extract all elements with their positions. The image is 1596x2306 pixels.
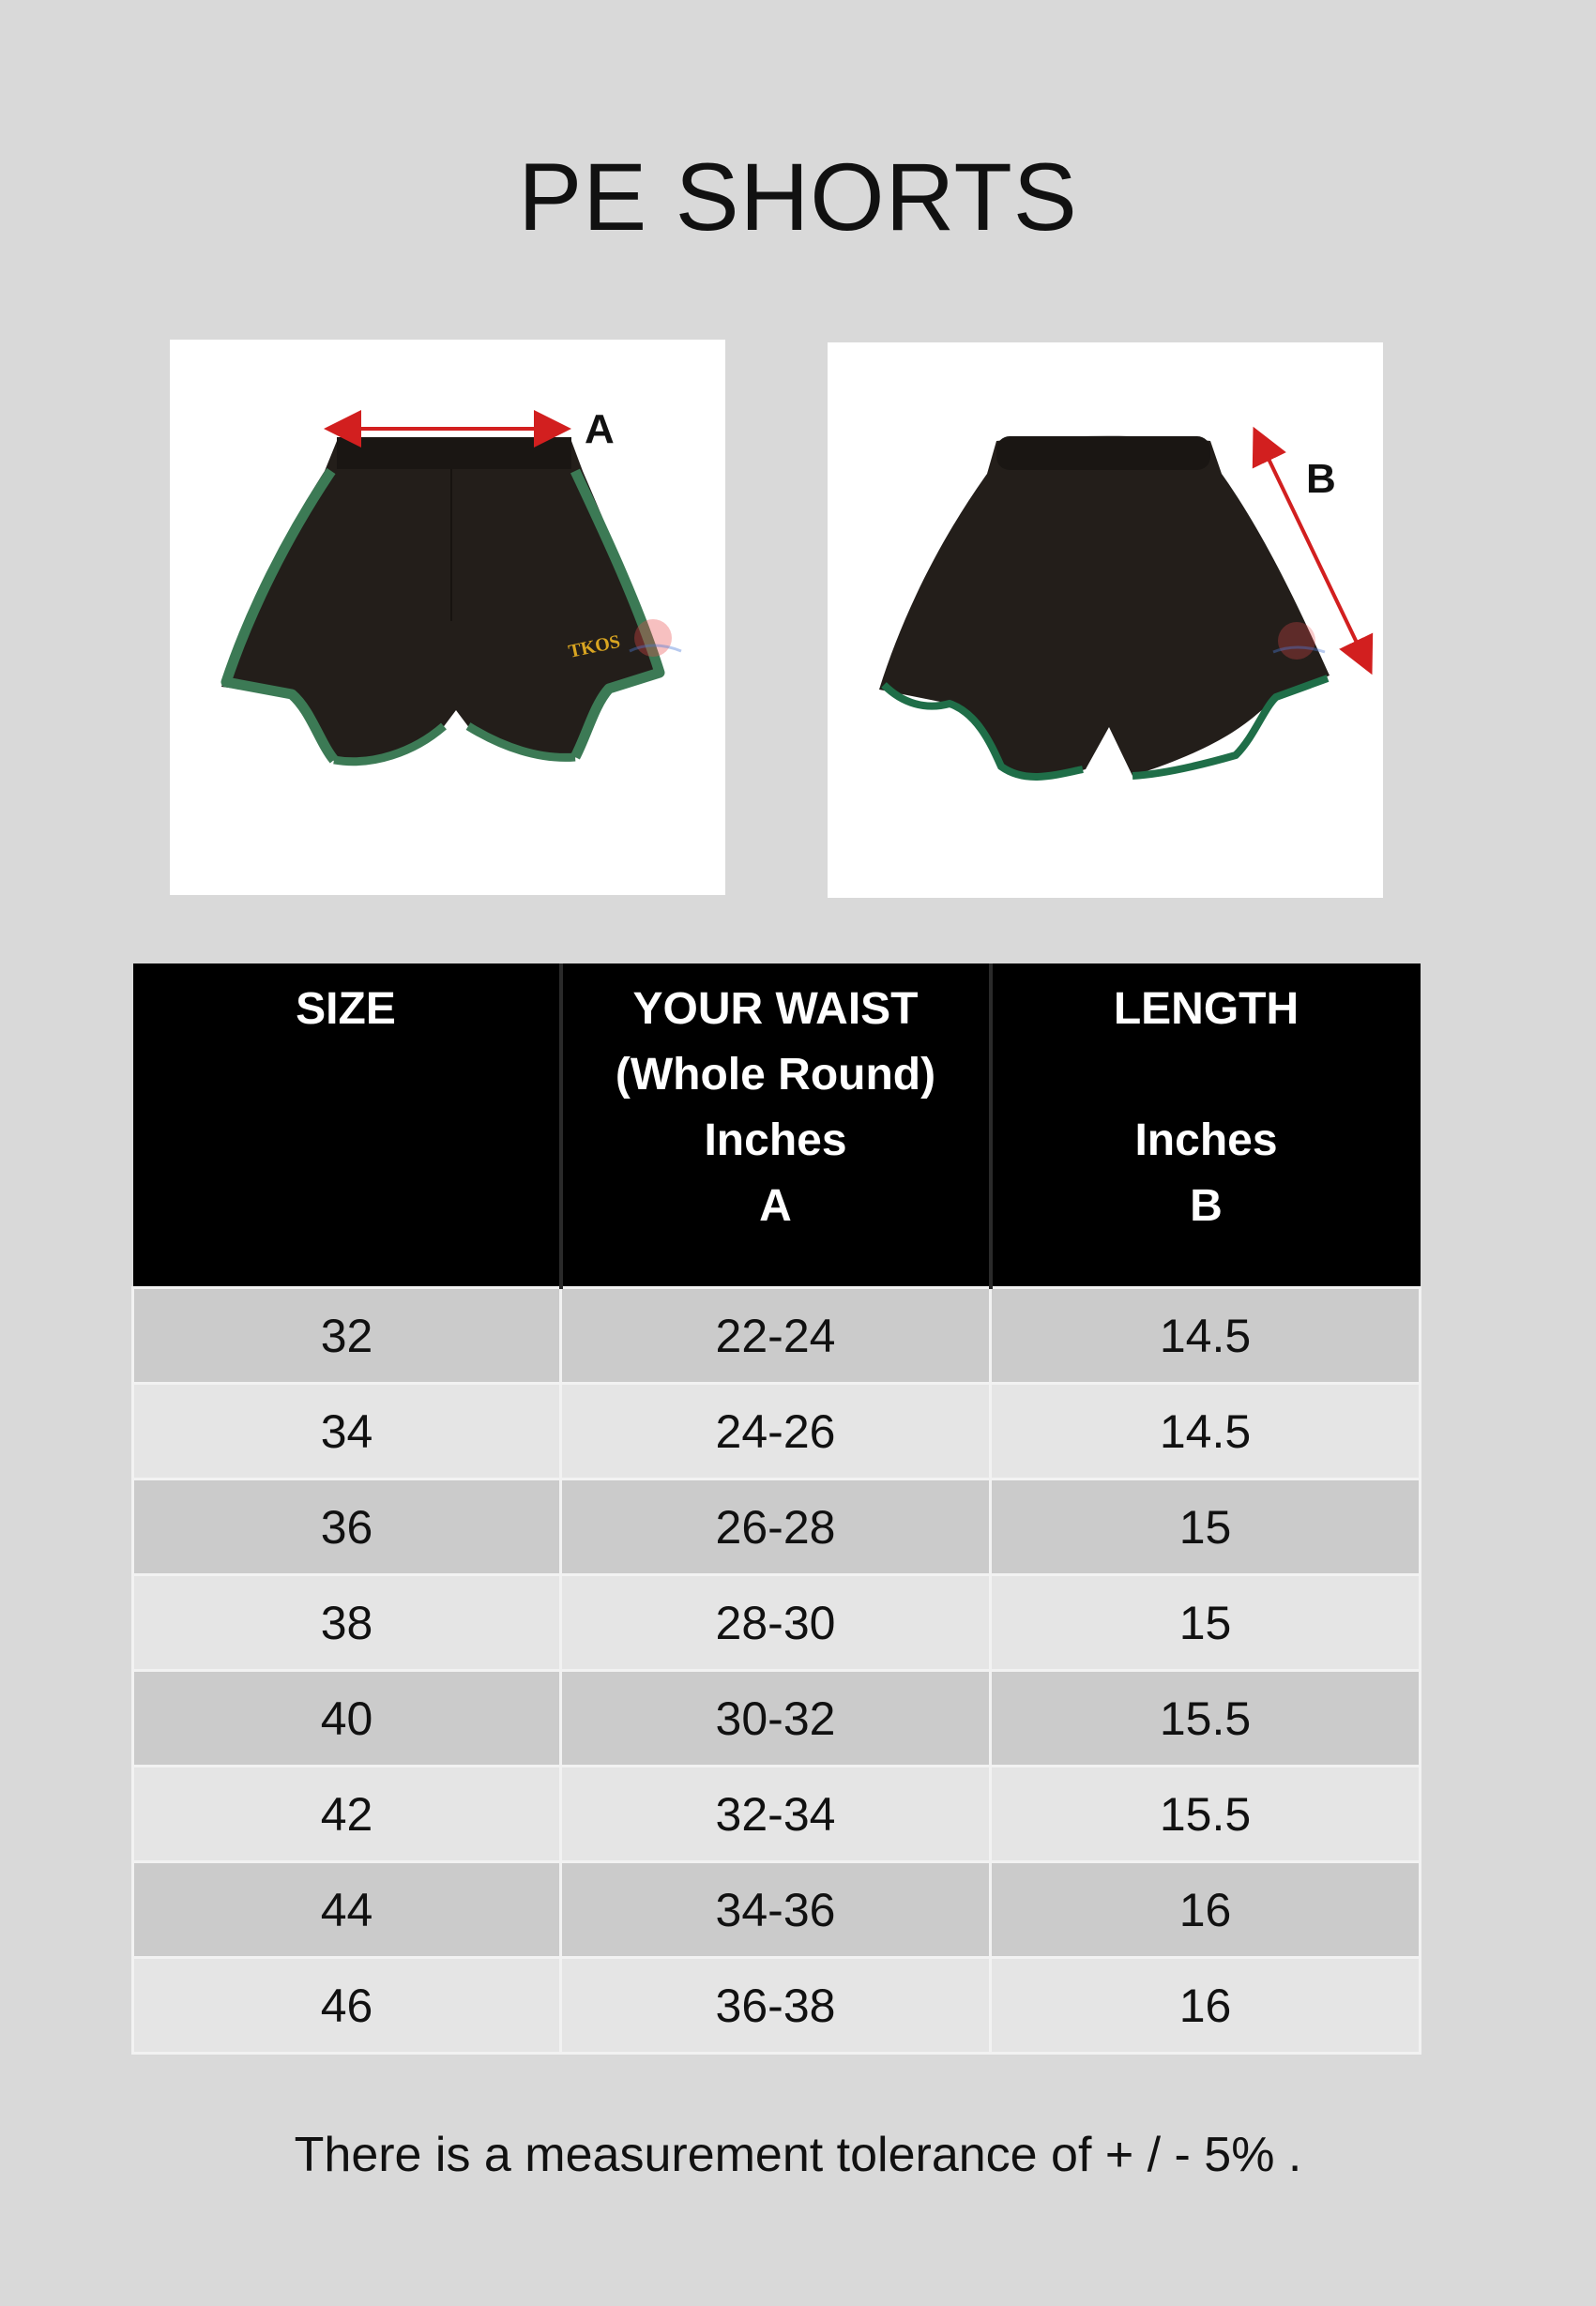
cell-waist: 36-38 xyxy=(561,1958,991,2054)
cell-waist: 26-28 xyxy=(561,1479,991,1575)
cell-waist: 32-34 xyxy=(561,1767,991,1862)
cell-size: 40 xyxy=(133,1671,561,1767)
cell-length: 16 xyxy=(991,1862,1421,1958)
front-shorts-drawing xyxy=(170,340,725,895)
cell-waist: 24-26 xyxy=(561,1384,991,1479)
tolerance-note: There is a measurement tolerance of + / - 5% . xyxy=(294,2128,1302,2182)
cell-length: 14.5 xyxy=(991,1384,1421,1479)
back-shorts-image xyxy=(828,342,1383,898)
cell-length: 14.5 xyxy=(991,1288,1421,1384)
table-row xyxy=(133,1862,1421,1958)
front-shorts-image xyxy=(170,340,725,895)
cell-size: 34 xyxy=(133,1384,561,1479)
table-row xyxy=(133,1958,1421,2054)
shorts-body-back xyxy=(879,436,1330,778)
cell-length: 15.5 xyxy=(991,1767,1421,1862)
cell-size: 42 xyxy=(133,1767,561,1862)
measure-label-a: A xyxy=(585,406,615,452)
table-row xyxy=(133,1479,1421,1575)
cell-size: 44 xyxy=(133,1862,561,1958)
back-shorts-drawing xyxy=(828,342,1383,898)
cell-waist: 28-30 xyxy=(561,1575,991,1671)
cell-length: 15 xyxy=(991,1479,1421,1575)
cell-waist: 22-24 xyxy=(561,1288,991,1384)
cell-waist: 30-32 xyxy=(561,1671,991,1767)
cell-length: 15.5 xyxy=(991,1671,1421,1767)
measure-label-b: B xyxy=(1306,456,1336,502)
table-row xyxy=(133,1575,1421,1671)
page-title: PE SHORTS xyxy=(518,144,1078,250)
header-waist: YOUR WAIST (Whole Round) Inches A xyxy=(561,963,991,1288)
cell-size: 38 xyxy=(133,1575,561,1671)
table-header-row xyxy=(133,963,1421,1288)
header-length: LENGTH Inches B xyxy=(991,963,1421,1288)
table-row xyxy=(133,1671,1421,1767)
table-row xyxy=(133,1767,1421,1862)
cell-length: 15 xyxy=(991,1575,1421,1671)
cell-length: 16 xyxy=(991,1958,1421,2054)
table-row xyxy=(133,1384,1421,1479)
cell-size: 46 xyxy=(133,1958,561,2054)
header-size: SIZE xyxy=(133,963,561,1288)
size-table xyxy=(131,963,1421,2055)
cell-waist: 34-36 xyxy=(561,1862,991,1958)
table-row xyxy=(133,1288,1421,1384)
cell-size: 36 xyxy=(133,1479,561,1575)
cell-size: 32 xyxy=(133,1288,561,1384)
front-logo-text: TKOS xyxy=(566,630,622,662)
